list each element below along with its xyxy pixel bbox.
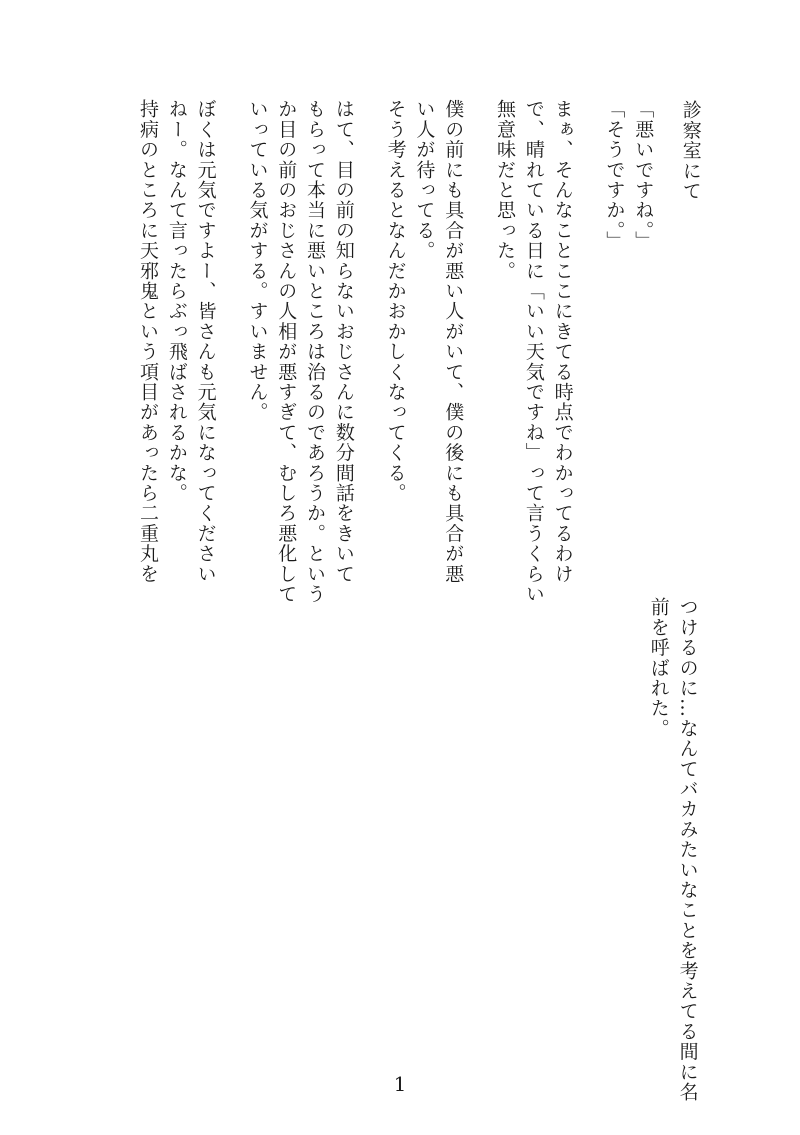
text-line: 僕の前にも具合が悪い人がいて、僕の後にも具合が悪 <box>442 99 465 584</box>
text-line: 「そうですか。」 <box>603 99 626 252</box>
text-line: 無意味だと思った。 <box>494 99 517 281</box>
text-line: ぼくは元気ですよー、皆さんも元気になってください <box>194 99 217 584</box>
text-line: 「悪いですね。」 <box>632 99 655 252</box>
text-line: いっている気がする。すいません。 <box>246 99 269 423</box>
text-line: か目の前のおじさんの人相が悪すぎて、むしろ悪化して <box>275 99 298 604</box>
upper-text-block <box>133 99 709 604</box>
paragraph-dialogue <box>600 99 681 604</box>
paragraph <box>243 99 381 604</box>
text-line: そう考えるとなんだかおかしくなってくる。 <box>384 99 407 503</box>
paragraph <box>490 99 599 604</box>
text-line: 前を呼ばれた。 <box>647 597 670 739</box>
text-line: まぁ、そんなことここにきてる時点でわかってるわけ <box>551 99 574 584</box>
text-line: い人が待ってる。 <box>413 99 436 261</box>
paragraph <box>133 99 242 604</box>
page-number: 1 <box>393 1072 407 1096</box>
lower-text-block <box>644 597 702 1102</box>
text-line: で、晴れている日に「いい天気ですね」って言うくらい <box>522 99 545 604</box>
text-line: もらって本当に悪いところは治るのであろうか。という <box>304 99 327 604</box>
text-line: 持病のところに天邪鬼という項目があったら二重丸を <box>137 99 160 584</box>
text-line: つけるのに…なんてバカみたいなことを考えてる間に名 <box>676 597 699 1102</box>
text-line: はて、目の前の知らないおじさんに数分間話をきいて <box>332 99 355 584</box>
chapter-title-spacer <box>680 99 709 604</box>
chapter-title-text: 診察室にて <box>679 100 702 201</box>
text-line: ねー。なんて言ったらぶっ飛ばされるかな。 <box>165 99 188 503</box>
paragraph <box>381 99 490 604</box>
